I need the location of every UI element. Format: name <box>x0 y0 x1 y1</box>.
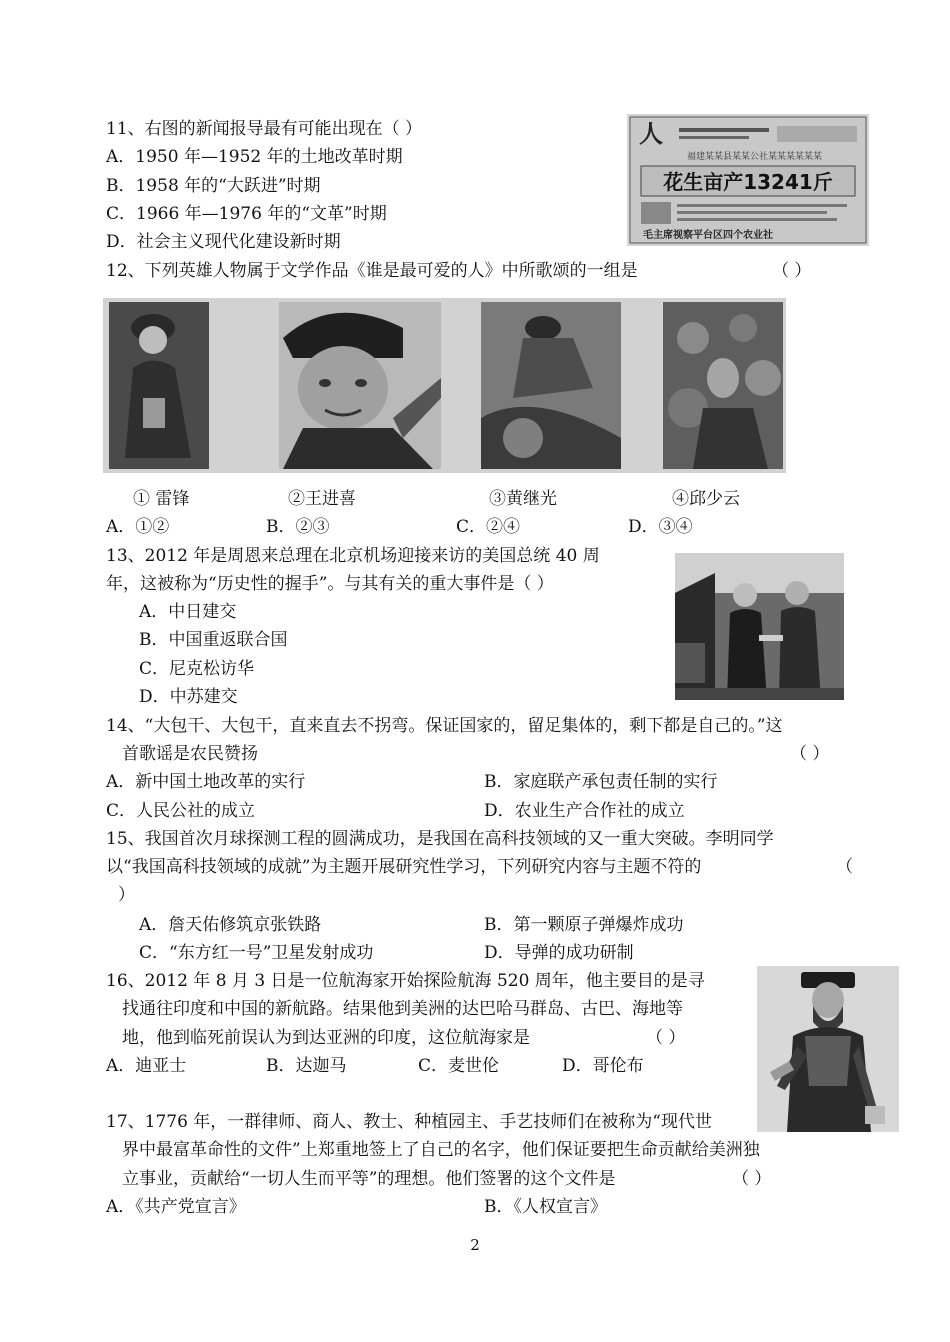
q17-paren: （ ） <box>732 1169 772 1189</box>
q17-option-b: B．《人权宣言》 <box>484 1197 607 1217</box>
q16-option-b: B．达迦马 <box>266 1056 347 1076</box>
q12-caption-1: ① 雷锋 <box>133 489 190 509</box>
q15-paren-open: （ <box>836 857 853 877</box>
q12-stem: 12、下列英雄人物属于文学作品《谁是最可爱的人》中所歌颂的一组是 <box>106 261 638 281</box>
heroes-graphic <box>103 298 786 473</box>
q17-stem-line2: 界中最富革命性的文件”上郑重地签上了自己的名字，他们保证要把生命贡献给美洲独 <box>122 1140 760 1160</box>
q16-stem-line1: 16、2012 年 8 月 3 日是一位航海家开始探险航海 520 周年，他主要目的是寻 <box>106 971 705 991</box>
q13-stem-line2: 年，这被称为“历史性的握手”。与其有关的重大事件是（ ） <box>106 574 554 594</box>
q13-option-d: D．中苏建交 <box>139 687 238 707</box>
q11-option-c: C．1966 年—1976 年的“文革”时期 <box>106 204 387 224</box>
q13-option-c: C．尼克松访华 <box>139 659 255 679</box>
page-number: 2 <box>470 1236 480 1254</box>
q11-option-d: D．社会主义现代化建设新时期 <box>106 232 341 252</box>
q15-option-d: D．导弹的成功研制 <box>484 943 634 963</box>
q11-option-b: B．1958 年的“大跃进”时期 <box>106 176 321 196</box>
q16-stem-line3: 地，他到临死前误认为到达亚洲的印度，这位航海家是 <box>122 1028 530 1048</box>
q15-option-a: A．詹天佑修筑京张铁路 <box>139 915 322 935</box>
handshake-graphic <box>675 553 844 700</box>
q16-option-a: A．迪亚士 <box>106 1056 187 1076</box>
q12-caption-3: ③黄继光 <box>489 489 557 509</box>
q14-option-b: B．家庭联产承包责任制的实行 <box>484 772 718 792</box>
q17-option-a: A．《共产党宣言》 <box>106 1197 246 1217</box>
q15-option-b: B．第一颗原子弹爆炸成功 <box>484 915 684 935</box>
handshake-photo <box>675 553 844 700</box>
q12-option-a: A．①② <box>106 517 170 537</box>
q14-paren: （ ） <box>790 744 830 764</box>
heroes-photo-strip <box>103 298 786 473</box>
navigator-graphic <box>757 966 899 1132</box>
q15-stem-line1: 15、我国首次月球探测工程的圆满成功，是我国在高科技领域的又一重大突破。李明同学 <box>106 829 774 849</box>
q15-option-c: C．“东方红一号”卫星发射成功 <box>139 943 374 963</box>
q11-stem: 11、右图的新闻报导最有可能出现在（ ） <box>106 119 423 139</box>
q15-stem-line2: 以“我国高科技领域的成就”为主题开展研究性学习，下列研究内容与主题不符的 <box>106 857 702 877</box>
newspaper-masthead: 人 <box>639 120 663 148</box>
q16-option-c: C．麦世伦 <box>418 1056 500 1076</box>
q16-paren: （ ） <box>646 1028 686 1048</box>
navigator-portrait <box>757 966 899 1132</box>
q11-option-a: A．1950 年—1952 年的土地改革时期 <box>106 147 403 167</box>
q17-stem-line3: 立事业，贡献给“一切人生而平等”的理想。他们签署的这个文件是 <box>122 1169 616 1189</box>
q12-caption-2: ②王进喜 <box>288 489 356 509</box>
q12-option-b: B．②③ <box>266 517 330 537</box>
newspaper-photo <box>627 114 869 246</box>
q12-option-c: C．②④ <box>456 517 521 537</box>
q16-option-d: D．哥伦布 <box>562 1056 644 1076</box>
q15-paren-close: ） <box>118 885 135 905</box>
q16-stem-line2: 找通往印度和中国的新航路。结果他到美洲的达巴哈马群岛、古巴、海地等 <box>122 999 683 1019</box>
q12-option-d: D．③④ <box>628 517 693 537</box>
q14-stem-line1: 14、“大包干、大包干，直来直去不拐弯。保证国家的，留足集体的，剩下都是自己的。”这 <box>106 716 783 736</box>
newspaper-graphic <box>627 114 869 246</box>
q12-caption-4: ④邱少云 <box>672 489 740 509</box>
q13-stem-line1: 13、2012 年是周恩来总理在北京机场迎接来访的美国总统 40 周 <box>106 546 600 566</box>
q14-option-d: D．农业生产合作社的成立 <box>484 801 685 821</box>
newspaper-subhead: 福建某某县某某公社某某某某某某 <box>687 152 823 162</box>
q14-option-c: C．人民公社的成立 <box>106 801 256 821</box>
q14-option-a: A．新中国土地改革的实行 <box>106 772 306 792</box>
q17-stem-line1: 17、1776 年，一群律师、商人、教士、种植园主、手艺技师们在被称为“现代世 <box>106 1112 712 1132</box>
q13-option-b: B．中国重返联合国 <box>139 630 288 650</box>
newspaper-footer: 毛主席视察平台区四个农业社 <box>643 230 773 241</box>
q12-paren: （ ） <box>772 261 812 281</box>
q14-stem-line2: 首歌谣是农民赞扬 <box>122 744 258 764</box>
newspaper-headline: 花生亩产13241斤 <box>663 170 833 194</box>
q13-option-a: A．中日建交 <box>139 602 237 622</box>
